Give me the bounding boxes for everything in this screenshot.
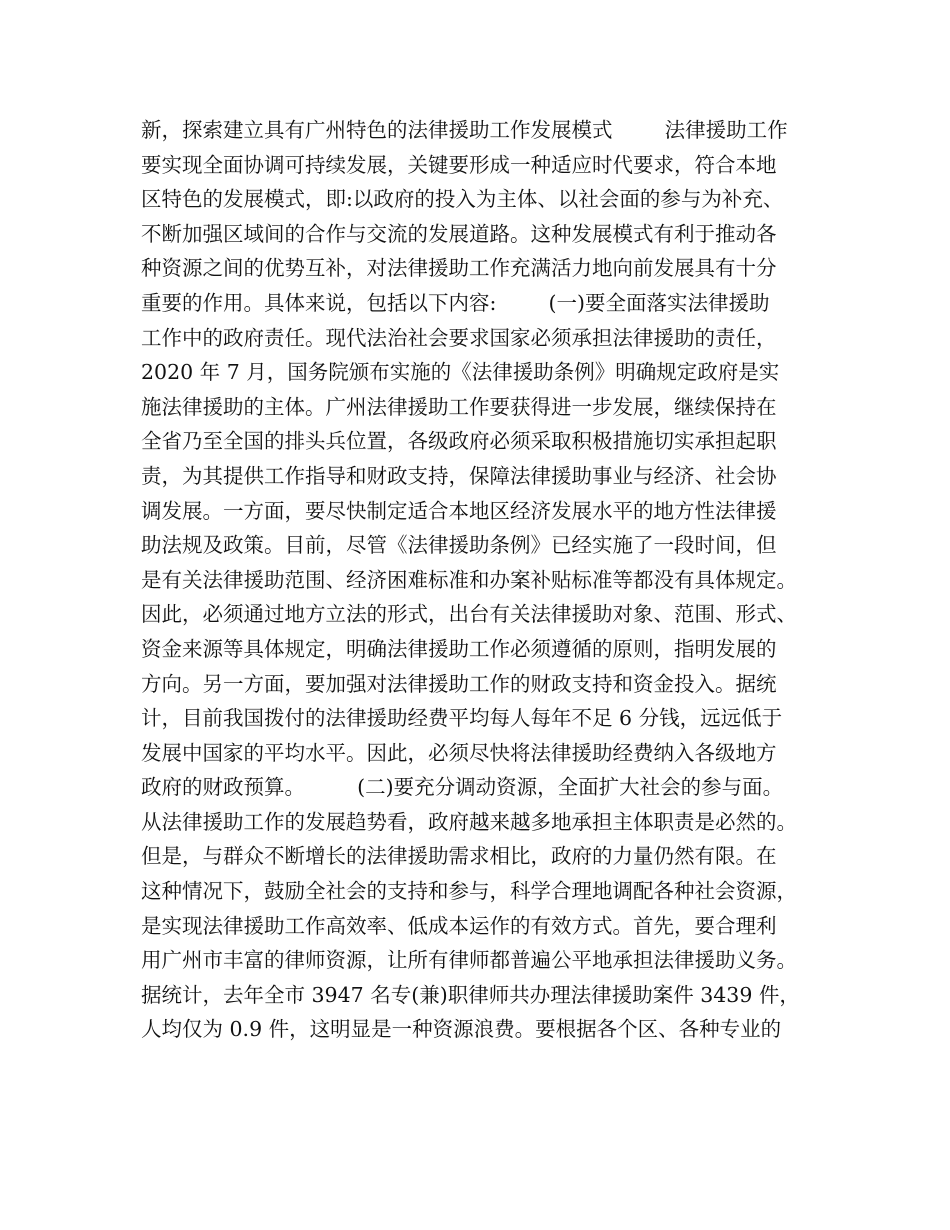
text-line: 调发展。一方面，要尽快制定适合本地区经济发展水平的地方性法律援: [141, 498, 777, 523]
text-line: 但是，与群众不断增长的法律援助需求相比，政府的力量仍然有限。在: [141, 844, 777, 869]
text-line: 种资源之间的优势互补，对法律援助工作充满活力地向前发展具有十分: [141, 256, 777, 281]
text-line: 人均仅为 0.9 件，这明显是一种资源浪费。要根据各个区、各种专业的: [141, 1017, 782, 1042]
text-line: 新，探索建立具有广州特色的法律援助工作发展模式 法律援助工作: [141, 118, 788, 142]
text-line: 这种情况下，鼓励全社会的支持和参与，科学合理地调配各种社会资源，: [141, 879, 797, 904]
text-line: 2020 年 7 月，国务院颁布实施的《法律援助条例》明确规定政府是实: [141, 360, 780, 385]
text-line: 因此，必须通过地方立法的形式，出台有关法律援助对象、范围、形式、: [141, 602, 797, 627]
text-line: 助法规及政策。目前，尽管《法律援助条例》已经实施了一段时间，但: [141, 533, 777, 558]
body-text: [141, 113, 831, 1047]
text-line: 从法律援助工作的发展趋势看，政府越来越多地承担主体职责是必然的。: [141, 809, 797, 834]
text-line: 施法律援助的主体。广州法律援助工作要获得进一步发展，继续保持在: [141, 394, 777, 419]
text-line: 计，目前我国拨付的法律援助经费平均每人每年不足 6 分钱，远远低于: [141, 706, 783, 731]
text-line: 据统计，去年全市 3947 名专(兼)职律师共办理法律援助案件 3439 件，: [141, 982, 800, 1007]
text-line: 发展中国家的平均水平。因此，必须尽快将法律援助经费纳入各级地方: [141, 740, 777, 765]
text-line: 是实现法律援助工作高效率、低成本运作的有效方式。首先，要合理利: [141, 913, 777, 938]
text-line: 工作中的政府责任。现代法治社会要求国家必须承担法律援助的责任，: [141, 325, 777, 350]
text-line: 区特色的发展模式，即:以政府的投入为主体、以社会面的参与为补充、: [141, 187, 784, 212]
text-line: 资金来源等具体规定，明确法律援助工作必须遵循的原则，指明发展的: [141, 636, 777, 661]
text-line: 全省乃至全国的排头兵位置，各级政府必须采取积极措施切实承担起职: [141, 429, 777, 454]
text-line: 用广州市丰富的律师资源，让所有律师都普遍公平地承担法律援助义务。: [141, 948, 797, 973]
text-line: 责，为其提供工作指导和财政支持，保障法律援助事业与经济、社会协: [141, 463, 777, 488]
text-line: 重要的作用。具体来说，包括以下内容: (一)要全面落实法律援助: [141, 290, 770, 315]
text-line: 要实现全面协调可持续发展，关键要形成一种适应时代要求，符合本地: [141, 152, 777, 177]
text-line: 是有关法律援助范围、经济困难标准和办案补贴标准等都没有具体规定。: [141, 567, 797, 592]
text-line: 政府的财政预算。 (二)要充分调动资源，全面扩大社会的参与面。: [141, 775, 784, 800]
text-line: 方向。另一方面，要加强对法律援助工作的财政支持和资金投入。据统: [141, 671, 777, 696]
text-line: 不断加强区域间的合作与交流的发展道路。这种发展模式有利于推动各: [141, 221, 777, 246]
